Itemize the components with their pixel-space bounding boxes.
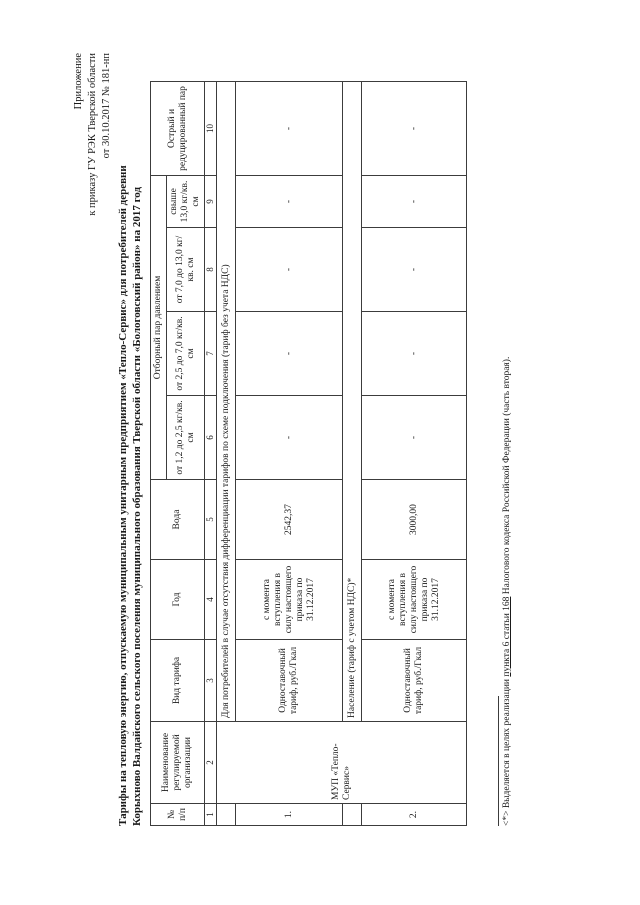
header-row-1 <box>151 81 167 825</box>
col-number: 2 <box>205 722 217 804</box>
row-tariff-type: Одноставочный тариф, руб./Гкал <box>236 640 343 722</box>
col-number: 9 <box>205 175 217 227</box>
row-steam-3: - <box>362 228 467 312</box>
table-row <box>236 81 343 825</box>
col-number: 10 <box>205 81 217 175</box>
row-year: с момента вступления в силу настоящего приказа по 31.12.2017 <box>362 560 467 640</box>
header-water: Вода <box>151 480 205 560</box>
col-number: 1 <box>205 804 217 826</box>
appendix-header <box>72 53 114 216</box>
row-sharp: - <box>236 81 343 175</box>
col-number: 5 <box>205 480 217 560</box>
row-water: 3000,00 <box>362 480 467 560</box>
header-steam-group: Отборный пар давлением <box>151 175 167 479</box>
row-steam-4: - <box>236 175 343 227</box>
row-num: 2. <box>362 804 467 826</box>
header-num: № п/п <box>151 804 205 826</box>
row-steam-2: - <box>362 312 467 396</box>
header-steam-2: от 2,5 до 7,0 кг/кв. см <box>167 312 205 396</box>
col-number: 8 <box>205 228 217 312</box>
header-year: Год <box>151 560 205 640</box>
title-line-2: Корыхново Валдайского сельского поселения муниципального образования Тверской области «Бологовский район» на 2017 год <box>131 186 143 826</box>
footnote-prefix: <*> Выделяется в целях реализации <box>502 676 512 826</box>
title-line-1: Тарифы на тепловую энергию, отпускаемую муниципальным унитарным предприятием «Тепло-Сервис» для потребителей деревни <box>117 165 129 826</box>
appendix-date: от 30.10.2017 № 181-нп <box>101 53 112 159</box>
header-sharp: Острый и редуцированный пар <box>151 81 205 175</box>
header-steam-3: от 7,0 до 13,0 кг/кв. см <box>167 228 205 312</box>
row-steam-1: - <box>236 396 343 480</box>
empty-cell <box>217 804 236 826</box>
section-row-2 <box>343 81 362 825</box>
section-heading-2: Население (тариф с учетом НДС)* <box>343 81 362 721</box>
footnote <box>502 357 512 826</box>
row-water: 2542,37 <box>236 480 343 560</box>
document-title <box>116 86 144 826</box>
col-number: 3 <box>205 640 217 722</box>
row-tariff-type: Одноставочный тариф, руб./Гкал <box>362 640 467 722</box>
header-steam-1: от 1,2 до 2,5 кг/кв. см <box>167 396 205 480</box>
empty-cell <box>343 804 362 826</box>
col-number: 7 <box>205 312 217 396</box>
row-steam-1: - <box>362 396 467 480</box>
rotated-page <box>66 47 581 842</box>
header-type: Вид тарифа <box>151 640 205 722</box>
footnote-law-link[interactable]: пункта 6 статьи 168 <box>502 596 512 677</box>
col-number: 6 <box>205 396 217 480</box>
tariff-table <box>150 81 467 826</box>
row-steam-3: - <box>236 228 343 312</box>
row-year: с момента вступления в силу настоящего приказа по 31.12.2017 <box>236 560 343 640</box>
section-row-1 <box>217 81 236 825</box>
footnote-divider <box>498 696 499 826</box>
col-number: 4 <box>205 560 217 640</box>
header-org: Наименование регулируемой организации <box>151 722 205 804</box>
table-row <box>362 81 467 825</box>
org-name-cell: МУП «Тепло-Сервис» <box>217 722 467 804</box>
footnote-suffix: Налогового кодекса Российской Федерации (часть вторая). <box>502 356 512 597</box>
row-sharp: - <box>362 81 467 175</box>
row-steam-2: - <box>236 312 343 396</box>
row-steam-4: - <box>362 175 467 227</box>
section-heading-1: Для потребителей в случае отсутствия дифференциации тарифов по схеме подключения (тариф без учета НДС) <box>217 81 236 721</box>
header-steam-4: свыше 13,0 кг/кв. см <box>167 175 205 227</box>
appendix-order: к приказу ГУ РЭК Тверской области <box>87 53 98 216</box>
appendix-label: Приложение <box>73 53 84 110</box>
row-num: 1. <box>236 804 343 826</box>
column-number-row <box>205 81 217 825</box>
